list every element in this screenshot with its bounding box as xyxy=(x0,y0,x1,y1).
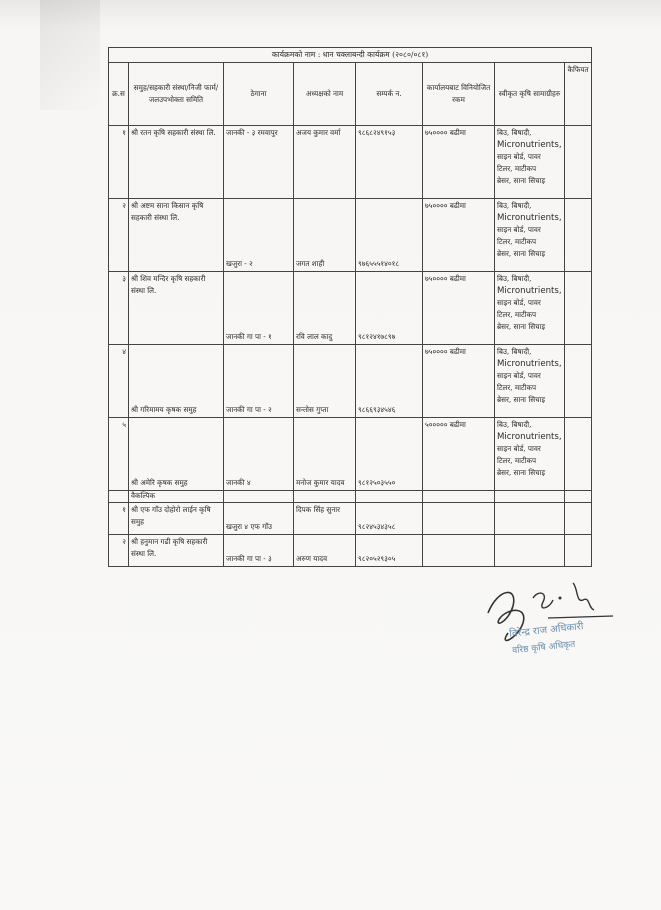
alt-chair: अरुण यादव xyxy=(294,535,356,567)
row-remarks xyxy=(565,199,592,272)
header-remarks: कैफियत xyxy=(565,63,592,126)
row-address: जानकी गा पा - २ xyxy=(224,345,294,418)
alt-sn: २ xyxy=(109,535,129,567)
row-contact: ९८१२४१७८९७ xyxy=(356,272,423,345)
row-chair: रवि लाल कादु xyxy=(294,272,356,345)
material-item: ब्रेसर, साना सिचाइ xyxy=(497,249,546,258)
row-address: जानकी ४ xyxy=(224,418,294,491)
material-item: साइन बोर्ड, पावर xyxy=(497,444,541,453)
page-fold-shadow xyxy=(40,0,100,110)
material-item: टिलर, माटीकप xyxy=(497,237,537,246)
program-table xyxy=(108,47,592,567)
row-org: श्री अष्टम साना किसान कृषि सहकारी संस्था लि. xyxy=(129,199,224,272)
row-materials xyxy=(495,272,565,345)
alt-address: खजुरा ४ एफ गाँउ xyxy=(224,503,294,535)
material-item: टिलर, माटीकप xyxy=(497,310,537,319)
material-item: ब्रेसर, साना सिचाइ xyxy=(497,395,546,404)
alternate-label: वैकल्पिक xyxy=(129,491,224,503)
row-org: श्री गरिमामय कृषक समुह xyxy=(129,345,224,418)
row-amount: ७५०००० बढीमा xyxy=(423,345,495,418)
row-chair: अजय कुमार वर्मा xyxy=(294,126,356,199)
row-remarks xyxy=(565,126,592,199)
row-sn: ४ xyxy=(109,345,129,418)
row-contact: ९८६८२४९१५३ xyxy=(356,126,423,199)
table-row xyxy=(109,345,592,418)
table-row xyxy=(109,503,592,535)
row-remarks xyxy=(565,345,592,418)
row-address: जानकी - ३ रमवापुर xyxy=(224,126,294,199)
signatory-name-stamp: विरेन्द्र राज अधिकारी xyxy=(508,621,584,640)
material-item: साइन बोर्ड, पावर xyxy=(497,298,541,307)
material-item: ब्रेसर, साना सिचाइ xyxy=(497,468,546,477)
material-item: Micronutrients, xyxy=(497,213,562,223)
header-contact: सम्पर्क न. xyxy=(356,63,423,126)
material-item: बिउ, बिषादी, xyxy=(497,274,532,283)
table-row xyxy=(109,199,592,272)
material-item: Micronutrients, xyxy=(497,432,562,442)
alternate-label-row xyxy=(109,491,592,503)
row-materials xyxy=(495,199,565,272)
row-chair: सन्तोस गुप्ता xyxy=(294,345,356,418)
material-item: बिउ, बिषादी, xyxy=(497,128,532,137)
material-item: ब्रेसर, साना सिचाइ xyxy=(497,322,546,331)
alt-org: श्री हनुमान गढी कृषि सहकारी संस्था लि. xyxy=(129,535,224,567)
row-org: श्री शिव मन्दिर कृषि सहकारी संस्था लि. xyxy=(129,272,224,345)
material-item: Micronutrients, xyxy=(497,286,562,296)
row-address: जानकी गा पा - १ xyxy=(224,272,294,345)
material-item: टिलर, माटीकप xyxy=(497,383,537,392)
row-sn: २ xyxy=(109,199,129,272)
header-sn: क्र.स xyxy=(109,63,129,126)
material-item: टिलर, माटीकप xyxy=(497,164,537,173)
row-org: श्री रतन कृषि सहकारी संस्था लि. xyxy=(129,126,224,199)
row-contact: ९८१२५०३५५० xyxy=(356,418,423,491)
header-address: ठेगाना xyxy=(224,63,294,126)
row-amount: ७५०००० बढीमा xyxy=(423,272,495,345)
signatory-designation-stamp: वरिष्ठ कृषि अधिकृत xyxy=(511,639,576,657)
header-org: समुह/सहकारी संस्था/निजी फार्म/जलउपभोक्ता समिति xyxy=(129,63,224,126)
material-item: बिउ, बिषादी, xyxy=(497,347,532,356)
alt-address: जानकी गा पा - ३ xyxy=(224,535,294,567)
material-item: साइन बोर्ड, पावर xyxy=(497,371,541,380)
material-item: साइन बोर्ड, पावर xyxy=(497,225,541,234)
material-item: Micronutrients, xyxy=(497,140,562,150)
row-materials xyxy=(495,126,565,199)
row-materials xyxy=(495,345,565,418)
material-item: साइन बोर्ड, पावर xyxy=(497,152,541,161)
row-org: श्री अमेरि कृषक समुह xyxy=(129,418,224,491)
table-row xyxy=(109,535,592,567)
header-materials: स्वीकृत कृषि सामाग्रीहरु xyxy=(495,63,565,126)
material-item: टिलर, माटीकप xyxy=(497,456,537,465)
row-sn: ५ xyxy=(109,418,129,491)
row-sn: ३ xyxy=(109,272,129,345)
row-sn: १ xyxy=(109,126,129,199)
material-item: बिउ, बिषादी, xyxy=(497,420,532,429)
row-amount: ५००००० बढीमा xyxy=(423,418,495,491)
row-chair: जगत शाही xyxy=(294,199,356,272)
row-contact: ९७६५५५१४०१८ xyxy=(356,199,423,272)
table-row xyxy=(109,272,592,345)
material-item: बिउ, बिषादी, xyxy=(497,201,532,210)
material-item: Micronutrients, xyxy=(497,359,562,369)
alt-chair: दिपक सिंह सुनार xyxy=(294,503,356,535)
row-chair: मनोज कुमार यादव xyxy=(294,418,356,491)
alt-sn: १ xyxy=(109,503,129,535)
alt-contact: ९८२०५२९३०५ xyxy=(356,535,423,567)
row-amount: ७५०००० बढीमा xyxy=(423,199,495,272)
table-row xyxy=(109,126,592,199)
row-amount: ७५०००० बढीमा xyxy=(423,126,495,199)
row-materials xyxy=(495,418,565,491)
table-row xyxy=(109,418,592,491)
row-contact: ९८६६९३४५४६ xyxy=(356,345,423,418)
row-remarks xyxy=(565,418,592,491)
header-chair: अध्यक्षको नाम xyxy=(294,63,356,126)
alt-org: श्री एफ गाँउ दोहोरो लाईन कृषि समुह xyxy=(129,503,224,535)
material-item: ब्रेसर, साना सिचाइ xyxy=(497,176,546,185)
program-title: कार्यक्रमको नाम : धान चक्लाबन्दी कार्यक्रम (२०८०/०८१) xyxy=(109,48,592,63)
row-remarks xyxy=(565,272,592,345)
alt-contact: ९८२४५३४३५८ xyxy=(356,503,423,535)
row-address: खजुरा - २ xyxy=(224,199,294,272)
header-amount: कार्यालयबाट विनियोजित रकम xyxy=(423,63,495,126)
